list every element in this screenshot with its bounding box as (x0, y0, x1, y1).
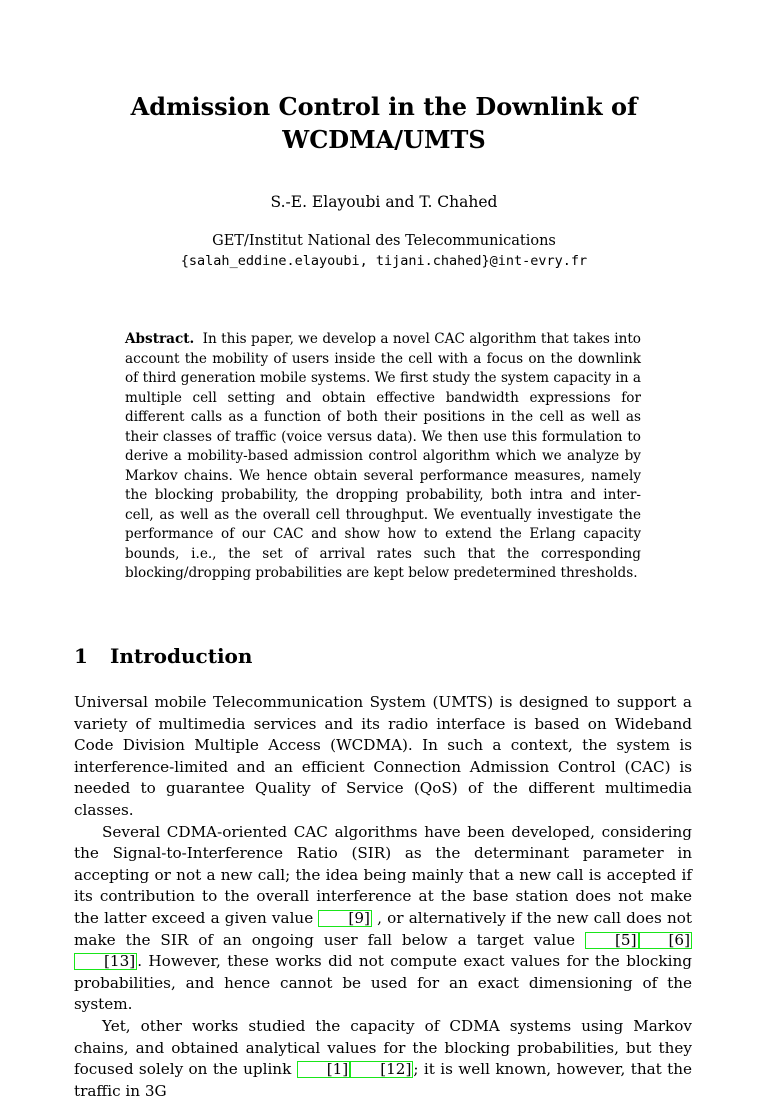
body-text (74, 692, 692, 1102)
paper-title (60, 90, 708, 156)
paragraph-1 (74, 692, 692, 822)
section-heading (74, 642, 694, 670)
citation-link[interactable]: [9] (318, 910, 372, 927)
paragraph-1-text: Universal mobile Telecommunication System (UMTS) is designed to support a variety of multimedia services and its radio interface is based on Wideband Code Division Multiple Access (WCDMA). In such a context, the system is interference-limited and an efficient Connection Admission Control (CAC) is needed to guarantee Quality of Service (QoS) of the different multimedia classes. (74, 693, 692, 819)
paragraph-3-text-b: ; it is well known, however, that the traffic in 3G (74, 1060, 693, 1100)
title-line-2: WCDMA/UMTS (282, 125, 486, 154)
abstract-text: In this paper, we develop a novel CAC algorithm that takes into account the mobility of users inside the cell with a focus on the downlink of third generation mobile systems. We first study the system capacity in a multiple cell setting and obtain effective bandwidth expressions for different calls as a function of both their positions in the cell as well as their classes of traffic (voice versus data). We then use this formulation to derive a mobility-based admission control algorithm which we analyze by Markov chains. We hence obtain several performance measures, namely the blocking probability, the dropping probability, both intra and inter-cell, as well as the overall cell throughput. We eventually investigate the performance of our CAC and show how to extend the Erlang capacity bounds, i.e., the set of arrival rates such that the corresponding blocking/dropping probabilities are kept below predetermined thresholds. (125, 331, 641, 581)
paragraph-2-text-b: , or alternatively if the new call does not make the SIR of an ongoing user fall below a target value (74, 908, 693, 949)
paragraph-2-text-a: Several CDMA-oriented CAC algorithms have been developed, considering the Signal-to-Interference Ratio (SIR) as the determinant parameter in accepting or not a new call; the idea being mainly that a new call is accepted if its contribution to the overall interference at the base station does not make the latter exceed a given value (74, 822, 692, 927)
section-number: 1 (74, 644, 88, 668)
paragraph-2-text-c: . However, these works did not compute exact values for the blocking probabilities, and hence cannot be used for an exact dimensioning of the system. (74, 952, 692, 1014)
citation-link[interactable]: [13] (74, 953, 137, 970)
citation-link[interactable]: [5] (585, 932, 639, 949)
affiliation: GET/Institut National des Telecommunications (212, 233, 556, 249)
email-address: {salah_eddine.elayoubi, tijani.chahed}@int-evry.fr (180, 253, 588, 269)
title-line-1: Admission Control in the Downlink of (130, 92, 638, 121)
citation-link[interactable]: [1] (297, 1061, 351, 1078)
abstract-label: Abstract. (125, 331, 195, 347)
citation-link[interactable]: [6] (639, 932, 693, 949)
paragraph-3-text-a: Yet, other works studied the capacity of CDMA systems using Markov chains, and obtained analytical values for the blocking probabilities, but they focused solely on the uplink (74, 1016, 692, 1079)
paragraph-2 (74, 822, 692, 1016)
paragraph-3 (74, 1016, 692, 1102)
citation-link[interactable]: [12] (350, 1061, 413, 1078)
abstract (125, 330, 641, 584)
authors: S.-E. Elayoubi and T. Chahed (270, 193, 498, 211)
section-title: Introduction (110, 644, 253, 668)
